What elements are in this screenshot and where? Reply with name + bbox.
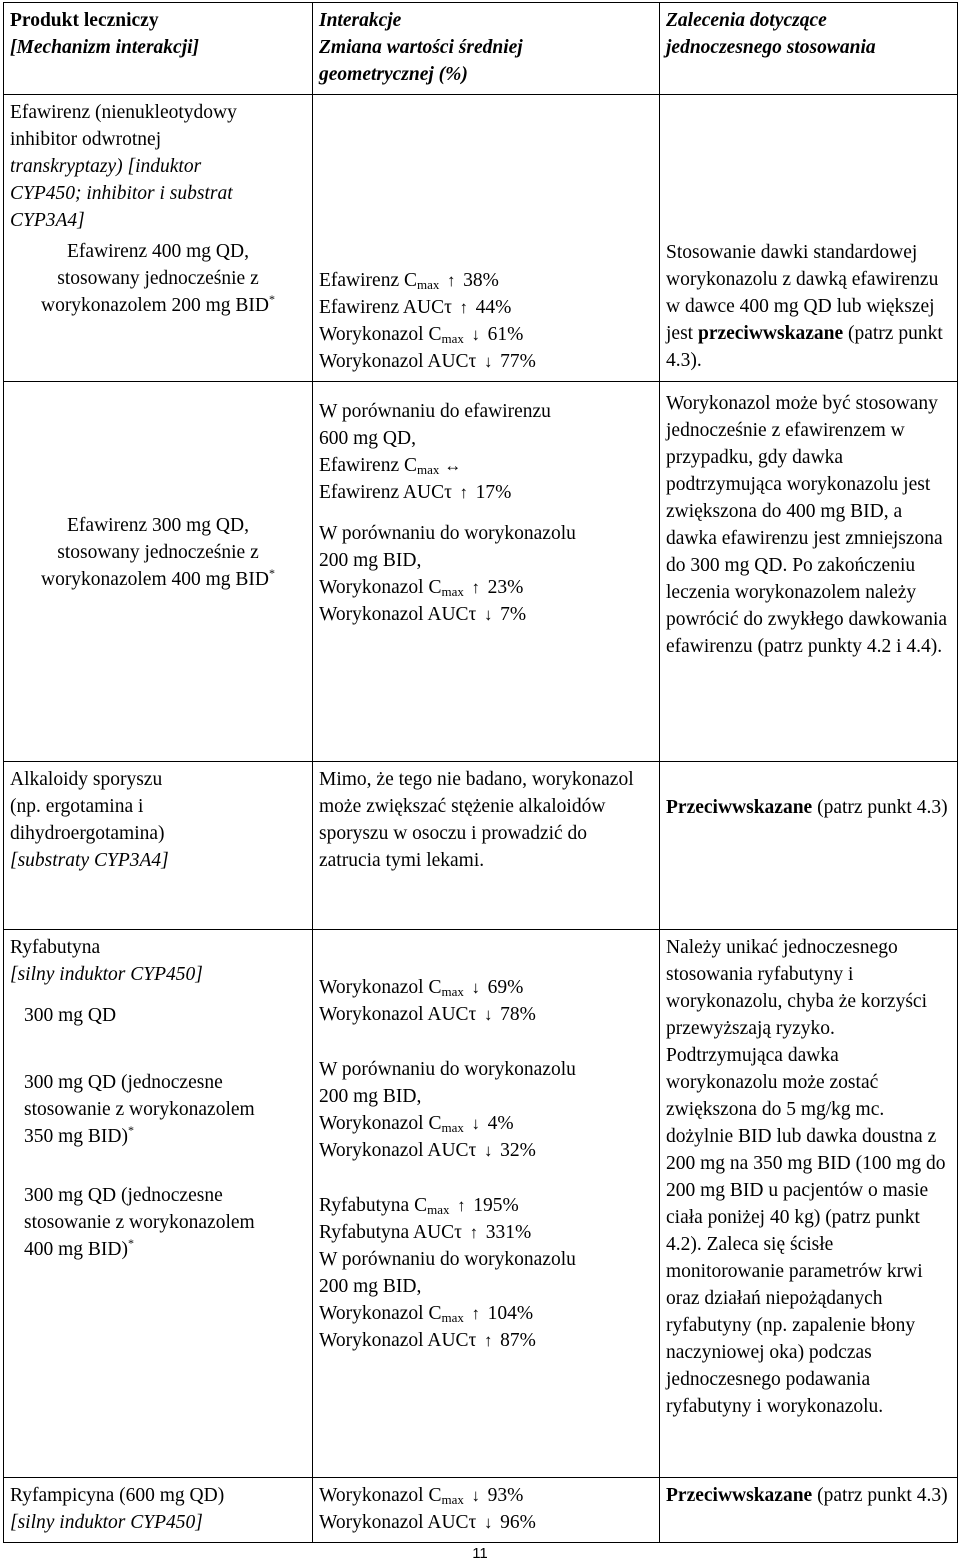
change-value: 69% (487, 977, 524, 998)
arrow-down-icon: ↓ (471, 978, 480, 997)
row3-drug-cell (4, 762, 313, 930)
dose-line: 300 mg QD (jednoczesne (24, 1072, 223, 1093)
row5-interactions (313, 1478, 660, 1543)
change-value: 331% (485, 1222, 532, 1243)
arrow-down-icon: ↓ (484, 1513, 493, 1532)
parameter-subscript: max (427, 1202, 450, 1217)
drug-mechanism-line: transkryptazy) [induktor (10, 156, 202, 177)
rec-text: Stosowanie dawki standardowej worykonazolu z dawką efawirenzu w dawce 400 mg QD lub większej jest (666, 242, 939, 344)
footnote-star: * (269, 566, 275, 580)
interaction-line (319, 1327, 653, 1354)
row2-dose (10, 512, 306, 593)
change-value: 77% (500, 351, 536, 372)
interaction-line (319, 452, 653, 479)
interaction-line (319, 294, 653, 321)
row-ergot-alkaloids (4, 762, 958, 930)
header-interactions-line: Interakcje (319, 10, 402, 31)
comparison-line: W porównaniu do worykonazolu (319, 523, 576, 544)
parameter-name: Worykonazol AUCτ (319, 351, 477, 372)
parameter-name: Worykonazol AUCτ (319, 1512, 477, 1533)
parameter-name: Efawirenz C (319, 270, 417, 291)
interaction-line (319, 1300, 653, 1327)
arrow-down-icon: ↓ (484, 1141, 493, 1160)
arrow-up-icon: ↑ (459, 298, 469, 317)
interaction-list (319, 974, 653, 1028)
arrow-down-icon: ↓ (471, 325, 480, 344)
parameter-subscript: max (441, 1310, 464, 1325)
parameter-name: Ryfabutyna C (319, 1195, 428, 1216)
parameter-name: Ryfabutyna AUCτ (319, 1222, 463, 1243)
dose-line: Efawirenz 300 mg QD, (67, 515, 249, 536)
header-interactions-line: Zmiana wartości średniej (319, 37, 523, 58)
dose-line: Efawirenz 400 mg QD, (67, 241, 249, 262)
row4-drug-cell (4, 930, 313, 1478)
dose-line: stosowany jednocześnie z (57, 268, 259, 289)
interaction-text: Mimo, że tego nie badano, worykonazol może zwiększać stężenie alkaloidów sporyszu w osoczu i prowadzić do zatrucia tymi lekami. (319, 769, 634, 871)
interaction-line (319, 479, 653, 506)
drug-name-line: inhibitor odwrotnej (10, 129, 162, 150)
interaction-line (319, 574, 653, 601)
row3-recommendation (660, 762, 958, 930)
row1-interactions (313, 95, 660, 382)
header-recommendations-line: jednoczesnego stosowania (666, 37, 876, 58)
parameter-name: Efawirenz AUCτ (319, 482, 452, 503)
dose-line (24, 1123, 306, 1150)
change-value: 87% (500, 1330, 536, 1351)
dose-text: 400 mg BID) (24, 1239, 128, 1260)
row3-interactions (313, 762, 660, 930)
interaction-list (319, 452, 653, 506)
rec-text: Worykonazol może być stosowany jednocześnie z efawirenzem w przypadku, gdy dawka podtrzymująca worykonazolu jest zwiększona do 400 mg BID, a dawka efawirenzu jest zmniejszona do 300 mg QD. Po zakończeniu leczenia worykonazolem należy powrócić do zwykłego dawkowania efawirenzu (patrz punkty 4.2 i 4.4). (666, 393, 948, 657)
change-value: 38% (463, 270, 499, 291)
comparison-line: W porównaniu do worykonazolu (319, 1059, 576, 1080)
parameter-name: Efawirenz C (319, 455, 417, 476)
interaction-line (319, 267, 653, 294)
change-value: 4% (487, 1113, 514, 1134)
comparison-line: 600 mg QD, (319, 428, 416, 449)
interaction-list (319, 267, 653, 375)
row-efavirenz-400 (4, 95, 958, 382)
header-mechanism-title: [Mechanizm interakcji] (10, 37, 200, 58)
interaction-line (319, 601, 653, 628)
change-value: 44% (475, 297, 512, 318)
footnote-star: * (269, 292, 275, 306)
page-number: 11 (472, 1545, 488, 1562)
drug-name: Ryfabutyna (10, 937, 101, 958)
dose-text: worykonazolem 200 mg BID (40, 295, 269, 316)
change-value: 195% (473, 1195, 519, 1216)
arrow-up-icon: ↑ (447, 271, 456, 290)
interaction-list (319, 1300, 653, 1354)
row-efavirenz-300 (4, 382, 958, 762)
interaction-table (3, 2, 958, 1543)
row1-dose (10, 238, 306, 319)
row4-interactions (313, 930, 660, 1478)
parameter-subscript: max (417, 277, 440, 292)
row2-interactions (313, 382, 660, 762)
dose-line (10, 292, 306, 319)
header-row (4, 3, 958, 95)
comparison-line: 200 mg BID, (319, 1086, 422, 1107)
arrow-both-icon: ↔ (444, 456, 462, 475)
change-value: 61% (487, 324, 524, 345)
change-value: 104% (487, 1303, 534, 1324)
parameter-subscript: max (441, 1120, 464, 1135)
drug-name-line: dihydroergotamina) (10, 823, 165, 844)
arrow-up-icon: ↑ (471, 1304, 480, 1323)
rec-ref: (patrz punkt 4.3) (817, 797, 948, 818)
dose-text: worykonazolem 400 mg BID (40, 569, 269, 590)
interaction-list (319, 1110, 653, 1164)
dose-line: stosowanie z worykonazolem (24, 1099, 255, 1120)
footnote-star: * (128, 1123, 134, 1137)
interaction-line (319, 1137, 653, 1164)
contraindicated-label: Przeciwwskazane (666, 797, 813, 818)
arrow-up-icon: ↑ (459, 483, 469, 502)
arrow-down-icon: ↓ (471, 1486, 480, 1505)
row5-drug-cell (4, 1478, 313, 1543)
interaction-line (319, 1110, 653, 1137)
rec-ref: (patrz punkt 4.3) (817, 1485, 948, 1506)
row1-recommendation (660, 95, 958, 382)
rec-text: Należy unikać jednoczesnego stosowania ryfabutyny i worykonazolu, chyba że korzyści przewyższają ryzyko. Podtrzymująca dawka worykonazolu może zostać zwiększona do 5 mg/kg mc. dożylnie BID lub dawka doustna z 200 mg na 350 mg BID (100 mg do 200 mg BID u pacjentów o masie ciała poniżej 40 kg) (patrz punkt 4.2). Zaleca się ścisłe monitorowanie parametrów krwi oraz działań niepożądanych ryfabutyny (np. zapalenie błony naczyniowej oka) podczas jednoczesnego podawania ryfabutyny i worykonazolu. (666, 937, 946, 1417)
row2-recommendation (660, 382, 958, 762)
interaction-line (319, 348, 653, 375)
parameter-name: Worykonazol C (319, 577, 442, 598)
parameter-name: Worykonazol C (319, 1303, 442, 1324)
interaction-line (319, 1001, 653, 1028)
header-product (4, 3, 313, 95)
arrow-up-icon: ↑ (484, 1331, 493, 1350)
row1-drug-cell (4, 95, 313, 382)
drug-mechanism-line: CYP3A4] (10, 210, 85, 231)
comparison-line: W porównaniu do worykonazolu (319, 1249, 576, 1270)
parameter-name: Worykonazol AUCτ (319, 1004, 477, 1025)
dose-line (10, 566, 306, 593)
header-product-title: Produkt leczniczy (10, 10, 159, 31)
row2-drug-cell (4, 382, 313, 762)
drug-mechanism: [substraty CYP3A4] (10, 850, 169, 871)
drug-name-line: Efawirenz (nienukleotydowy (10, 102, 237, 123)
arrow-down-icon: ↓ (484, 605, 493, 624)
arrow-up-icon: ↑ (471, 578, 480, 597)
dose-line: stosowanie z worykonazolem (24, 1212, 255, 1233)
parameter-name: Worykonazol C (319, 1113, 442, 1134)
parameter-name: Worykonazol AUCτ (319, 1330, 477, 1351)
parameter-name: Efawirenz AUCτ (319, 297, 452, 318)
change-value: 17% (475, 482, 512, 503)
rec-ref: (patrz punkt 4.3). (666, 323, 943, 371)
interaction-line (319, 1509, 653, 1536)
parameter-subscript: max (441, 584, 464, 599)
change-value: 96% (500, 1512, 536, 1533)
footnote-star: * (128, 1236, 134, 1250)
change-value: 78% (500, 1004, 536, 1025)
arrow-up-icon: ↑ (469, 1223, 479, 1242)
header-interactions (313, 3, 660, 95)
interaction-list (319, 574, 653, 628)
interaction-line (319, 1482, 653, 1509)
contraindicated-label: Przeciwwskazane (666, 1485, 813, 1506)
contraindicated-label: przeciwwskazane (697, 323, 844, 344)
comparison-line: W porównaniu do efawirenzu (319, 401, 551, 422)
parameter-subscript: max (417, 462, 440, 477)
parameter-name: Worykonazol C (319, 324, 442, 345)
arrow-up-icon: ↑ (457, 1196, 466, 1215)
row5-recommendation (660, 1478, 958, 1543)
comparison-line: 200 mg BID, (319, 1276, 422, 1297)
row4-doses (10, 988, 306, 1263)
parameter-name: Worykonazol C (319, 977, 442, 998)
interaction-list (319, 1192, 653, 1246)
row4-recommendation (660, 930, 958, 1478)
row-rifampicin (4, 1478, 958, 1543)
dose-text: 350 mg BID) (24, 1126, 128, 1147)
interaction-line (319, 1192, 653, 1219)
change-value: 23% (487, 577, 524, 598)
drug-mechanism-line: CYP450; inhibitor i substrat (10, 183, 233, 204)
parameter-subscript: max (441, 331, 464, 346)
parameter-name: Worykonazol AUCτ (319, 1140, 477, 1161)
parameter-name: Worykonazol AUCτ (319, 604, 477, 625)
dose-line: 300 mg QD (24, 1005, 117, 1026)
drug-name-line: (np. ergotamina i (10, 796, 144, 817)
drug-name-line: Alkaloidy sporyszu (10, 769, 163, 790)
parameter-subscript: max (441, 984, 464, 999)
row-rifabutin (4, 930, 958, 1478)
header-interactions-line: geometrycznej (%) (319, 64, 468, 85)
arrow-down-icon: ↓ (484, 1005, 493, 1024)
header-recommendations (660, 3, 958, 95)
interaction-line (319, 1219, 653, 1246)
arrow-down-icon: ↓ (471, 1114, 480, 1133)
parameter-name: Worykonazol C (319, 1485, 442, 1506)
change-value: 32% (500, 1140, 536, 1161)
arrow-down-icon: ↓ (484, 352, 493, 371)
interaction-line (319, 974, 653, 1001)
change-value: 7% (500, 604, 527, 625)
drug-mechanism: [silny induktor CYP450] (10, 964, 203, 985)
parameter-subscript: max (441, 1492, 464, 1507)
change-value: 93% (487, 1485, 524, 1506)
interaction-list (319, 1482, 653, 1536)
dose-line (24, 1236, 306, 1263)
drug-name: Ryfampicyna (600 mg QD) (10, 1485, 225, 1506)
drug-mechanism: [silny induktor CYP450] (10, 1512, 203, 1533)
header-recommendations-line: Zalecenia dotyczące (666, 10, 827, 31)
interaction-line (319, 321, 653, 348)
dose-line: 300 mg QD (jednoczesne (24, 1185, 223, 1206)
dose-line: stosowany jednocześnie z (57, 542, 259, 563)
comparison-line: 200 mg BID, (319, 550, 422, 571)
